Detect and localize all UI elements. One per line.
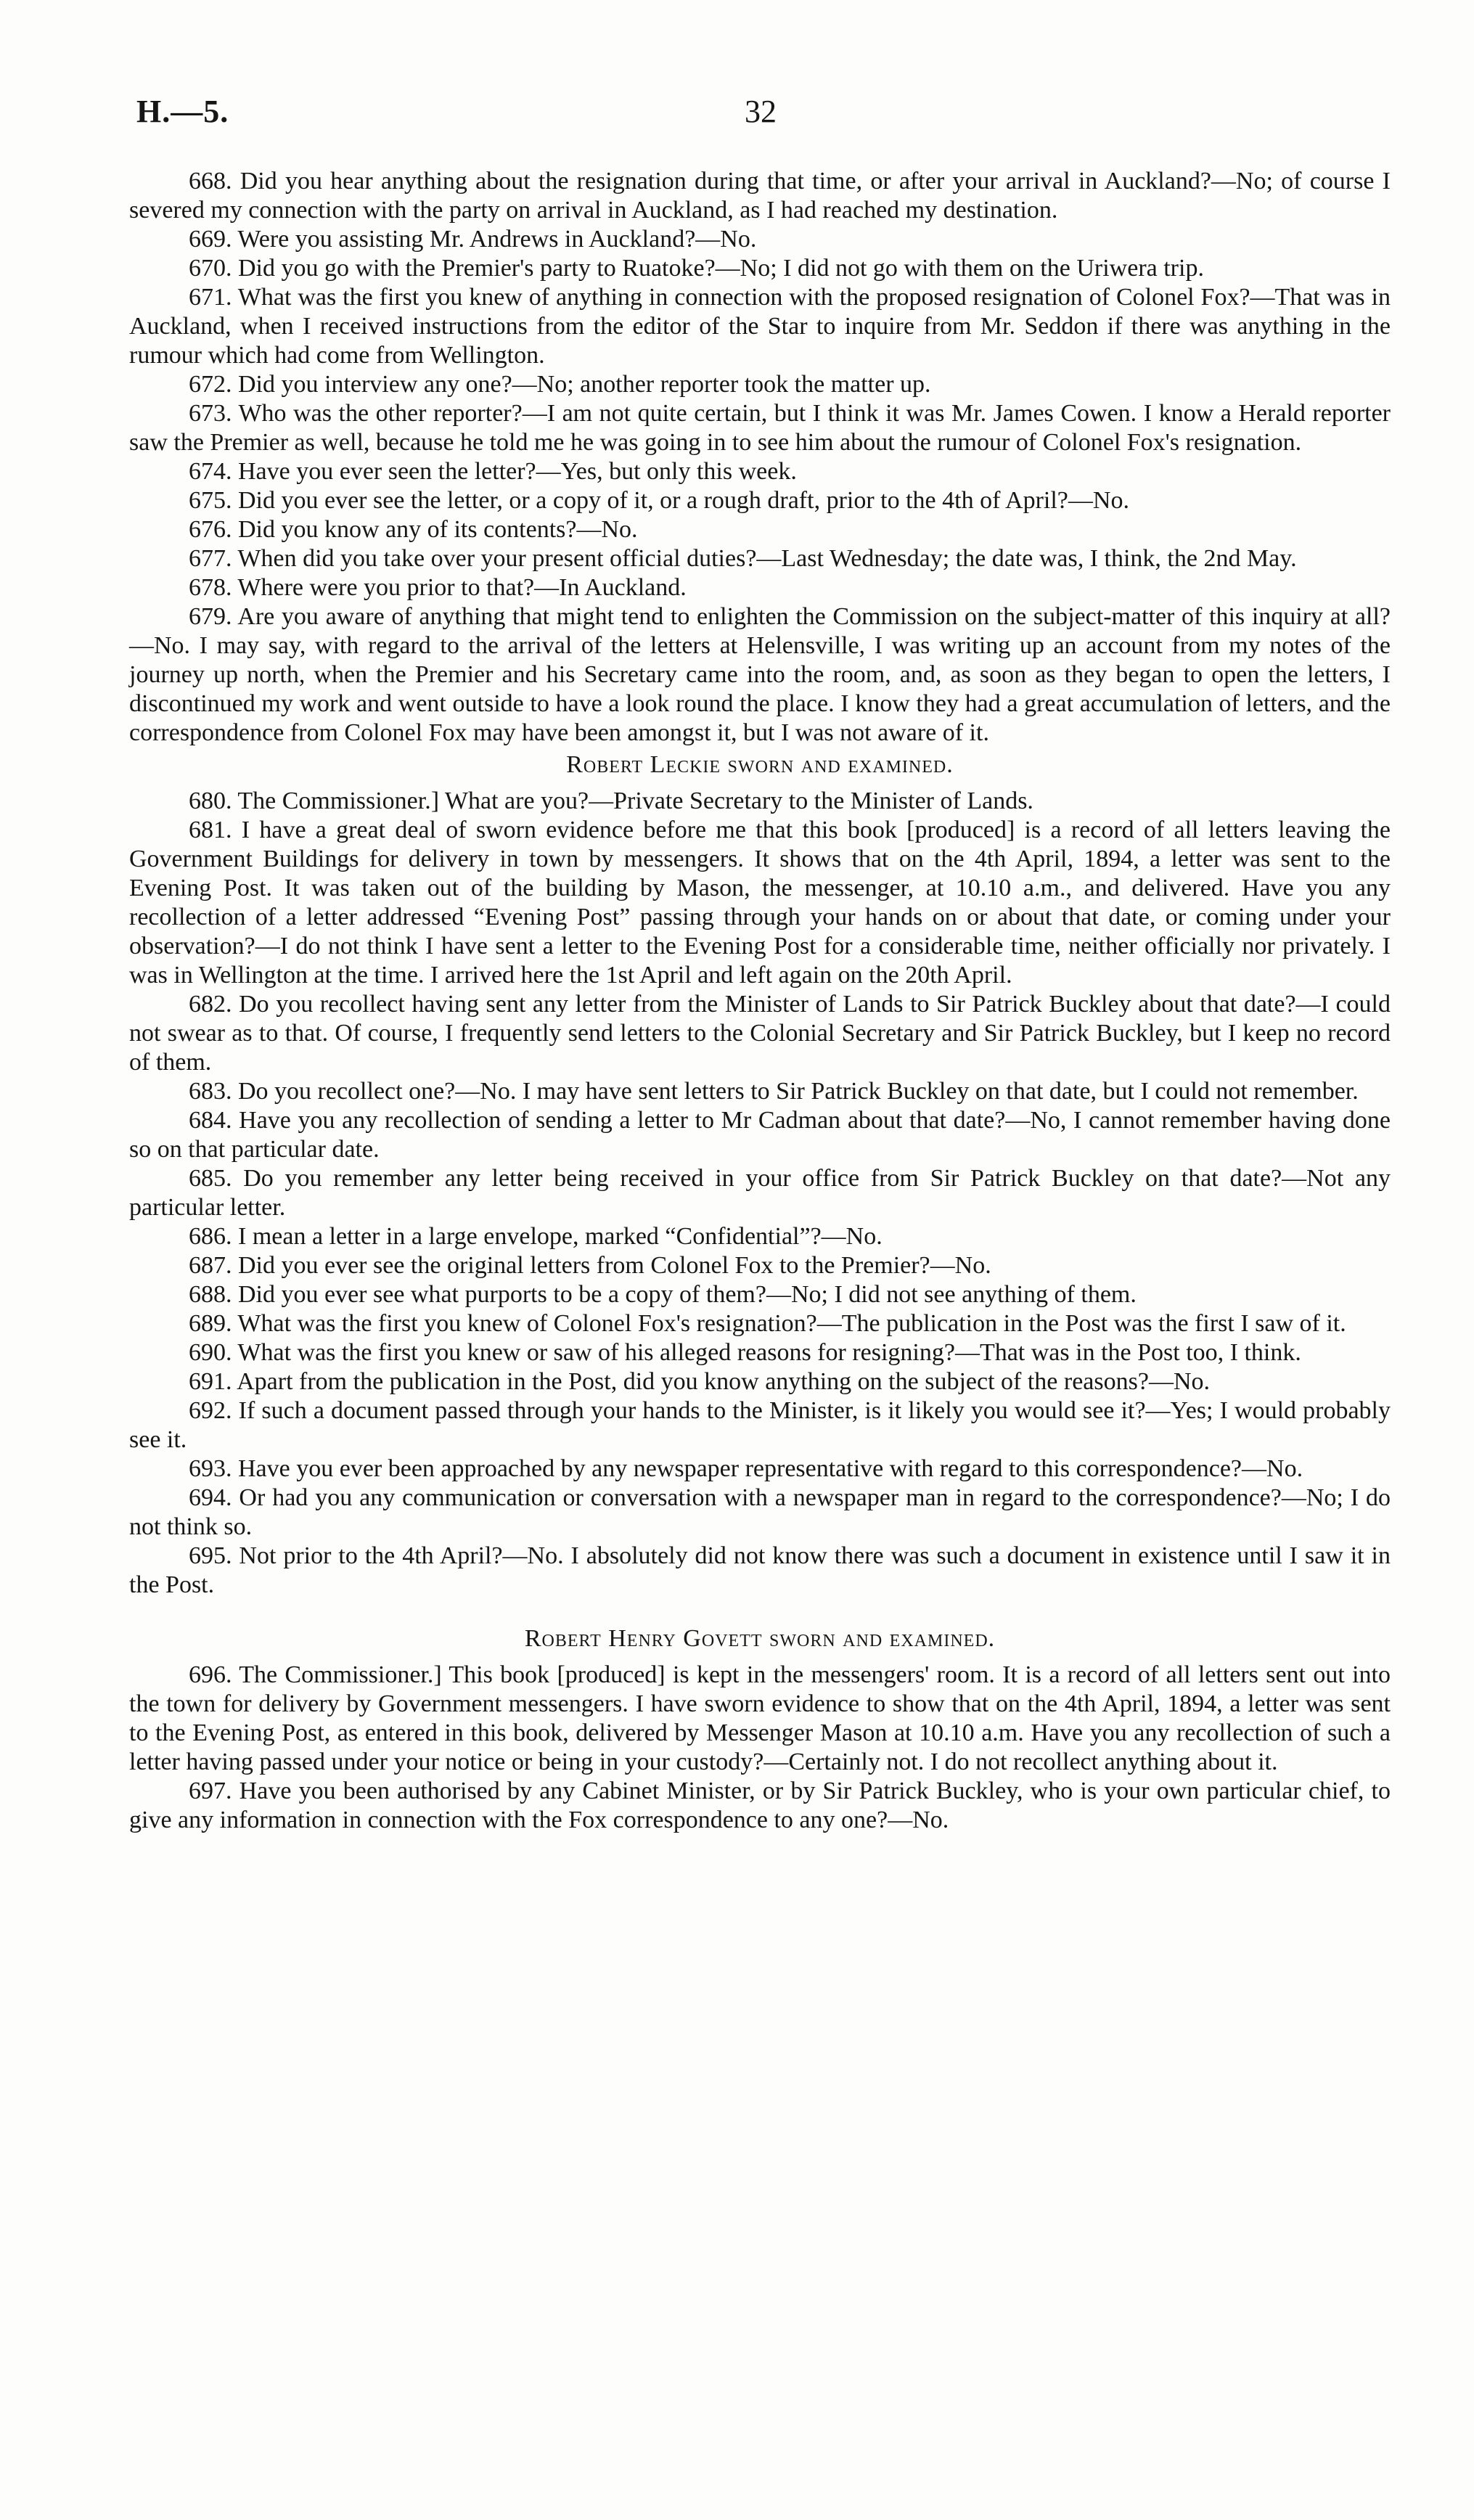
question-669: 669. Were you assisting Mr. Andrews in Auckland?—No. [189, 226, 757, 253]
question-672: 672. Did you interview any one?—No; another reporter took the matter up. [189, 371, 931, 398]
question-668: 668. Did you hear anything about the resignation during that time, or after your arrival in Auckland?—No; of course I severed my connection with the party on arrival in Auckland, as I had reached my destination. [129, 168, 1391, 224]
question-686: 686. I mean a letter in a large envelope, marked “Confidential”?—No. [189, 1223, 883, 1250]
question-688: 688. Did you ever see what purports to be a copy of them?—No; I did not see anything of them. [189, 1281, 1137, 1308]
question-670: 670. Did you go with the Premier's party to Ruatoke?—No; I did not go with them on the Uriwera trip. [189, 255, 1204, 282]
question-674: 674. Have you ever seen the letter?—Yes, but only this week. [189, 458, 797, 485]
question-680: 680. The Commissioner.] What are you?—Private Secretary to the Minister of Lands. [189, 788, 1033, 814]
question-681: 681. I have a great deal of sworn evidence before me that this book [produced] is a record of all letters leaving the Government Buildings for delivery in town by messengers. It shows that on the 4th April, 1894, a letter was sent to the Evening Post. It was taken out of the building by Mason, the messenger, at 10.10 a.m., and delivered. Have you any recollection of a letter addressed “Evening Post” passing through your hands on or about that date, or coming under your observation?—I do not think I have sent a letter to the Evening Post for a considerable time, neither officially nor privately. I was in Wellington at the time. I arrived here the 1st April and left again on the 20th April. [129, 817, 1391, 989]
question-684: 684. Have you any recollection of sending a letter to Mr Cadman about that date?—No, I cannot remember having done so on that particular date. [129, 1107, 1391, 1163]
question-679: 679. Are you aware of anything that might tend to enlighten the Commission on the subject-matter of this inquiry at all?—No. I may say, with regard to the arrival of the letters at Helensville, I was writing up an account from my notes of the journey up north, when the Premier and his Secretary came into the room, and, as soon as they began to open the letters, I discontinued my work and went outside to have a look round the place. I know they had a great accumulation of letters, and the correspondence from Colonel Fox may have been amongst it, but I was not aware of it. [129, 603, 1391, 746]
question-675: 675. Did you ever see the letter, or a copy of it, or a rough draft, prior to the 4th of April?—No. [189, 487, 1129, 514]
question-694: 694. Or had you any communication or conversation with a newspaper man in regard to the correspondence?—No; I do not think so. [129, 1484, 1391, 1540]
question-697: 697. Have you been authorised by any Cabinet Minister, or by Sir Patrick Buckley, who is your own particular chief, to give any information in connection with the Fox correspondence to any one?—No. [129, 1778, 1391, 1833]
question-687: 687. Did you ever see the original letters from Colonel Fox to the Premier?—No. [189, 1252, 991, 1279]
witness-heading-leckie: Robert Leckie sworn and examined. [566, 751, 954, 778]
question-676: 676. Did you know any of its contents?—No. [189, 516, 638, 543]
question-696: 696. The Commissioner.] This book [produced] is kept in the messengers' room. It is a record of all letters sent out into the town for delivery by Government messengers. I have sworn evidence to show that on the 4th April, 1894, a letter was sent to the Evening Post, as entered in this book, delivered by Messenger Mason at 10.10 a.m. Have you any recollection of such a letter having passed under your notice or being in your custody?—Certainly not. I do not recollect anything about it. [129, 1661, 1391, 1775]
question-671: 671. What was the first you knew of anything in connection with the proposed resignation of Colonel Fox?—That was in Auckland, when I received instructions from the editor of the Star to inquire from Mr. Seddon if there was anything in the rumour which had come from Wellington. [129, 284, 1391, 369]
question-678: 678. Where were you prior to that?—In Auckland. [189, 574, 687, 601]
witness-heading-govett: Robert Henry Govett sworn and examined. [524, 1625, 996, 1652]
question-695: 695. Not prior to the 4th April?—No. I absolutely did not know there was such a document in existence until I saw it in the Post. [129, 1542, 1391, 1598]
page-number: 32 [745, 94, 777, 129]
question-693: 693. Have you ever been approached by any newspaper representative with regard to this correspondence?—No. [189, 1455, 1303, 1482]
document-reference: H.—5. [136, 94, 229, 129]
question-691: 691. Apart from the publication in the Post, did you know anything on the subject of the reasons?—No. [189, 1368, 1210, 1395]
question-692: 692. If such a document passed through your hands to the Minister, is it likely you would see it?—Yes; I would probably see it. [129, 1397, 1391, 1453]
question-673: 673. Who was the other reporter?—I am not quite certain, but I think it was Mr. James Cowen. I know a Herald reporter saw the Premier as well, because he told me he was going in to see him about the rumour of Colonel Fox's resignation. [129, 400, 1391, 456]
page-header [136, 93, 1385, 136]
question-685: 685. Do you remember any letter being received in your office from Sir Patrick Buckley on that date?—Not any particular letter. [129, 1165, 1391, 1221]
question-677: 677. When did you take over your present official duties?—Last Wednesday; the date was, I think, the 2nd May. [189, 545, 1297, 572]
question-689: 689. What was the first you knew of Colonel Fox's resignation?—The publication in the Post was the first I saw of it. [189, 1310, 1346, 1337]
question-682: 682. Do you recollect having sent any letter from the Minister of Lands to Sir Patrick Buckley about that date?—I could not swear as to that. Of course, I frequently send letters to the Colonial Secretary and Sir Patrick Buckley, but I keep no record of them. [129, 991, 1391, 1076]
question-690: 690. What was the first you knew or saw of his alleged reasons for resigning?—That was in the Post too, I think. [189, 1339, 1301, 1366]
document-body [129, 167, 1391, 1835]
question-683: 683. Do you recollect one?—No. I may have sent letters to Sir Patrick Buckley on that date, but I could not remember. [189, 1078, 1359, 1105]
